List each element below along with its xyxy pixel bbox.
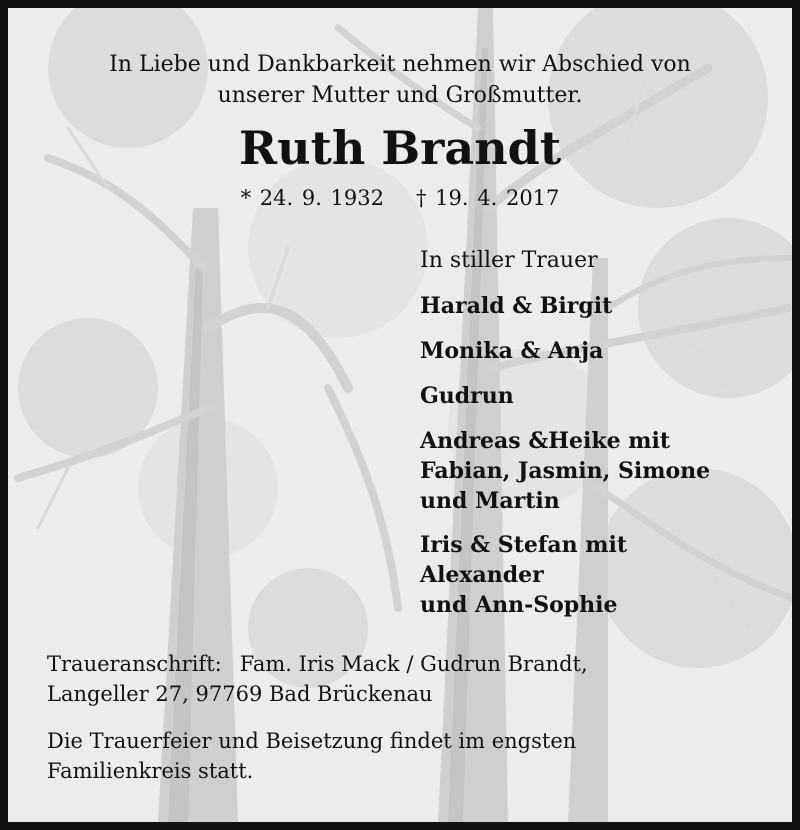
family-line: Fabian, Jasmin, Simone xyxy=(420,458,711,484)
address-line-1: Fam. Iris Mack / Gudrun Brandt, xyxy=(239,652,588,676)
intro-line-2: unserer Mutter und Großmutter. xyxy=(217,83,583,108)
ceremony-line-1: Die Trauerfeier und Beisetzung findet im engsten xyxy=(47,729,577,753)
family-line: Harald & Birgit xyxy=(420,293,613,319)
family-line: Gudrun xyxy=(420,383,514,409)
birth-date: * 24. 9. 1932 xyxy=(240,186,384,210)
family-entry xyxy=(420,291,612,321)
family-entry xyxy=(420,336,603,366)
death-date: † 19. 4. 2017 xyxy=(416,186,560,210)
life-dates xyxy=(8,183,792,213)
ceremony-notice xyxy=(47,726,576,786)
intro-line-1: In Liebe und Dankbarkeit nehmen wir Abschied von xyxy=(109,52,691,77)
ceremony-line-2: Familienkreis statt. xyxy=(47,759,254,783)
family-line: Monika & Anja xyxy=(420,338,604,364)
family-line: Iris & Stefan mit xyxy=(420,532,628,558)
family-entry xyxy=(420,426,710,516)
mourning-address xyxy=(47,649,588,709)
address-line-2: Langeller 27, 97769 Bad Brückenau xyxy=(47,682,433,706)
family-entry xyxy=(420,381,514,411)
family-line: Andreas &Heike mit xyxy=(420,428,671,454)
intro-text xyxy=(8,49,792,111)
family-line: und Ann-Sophie xyxy=(420,592,618,618)
deceased-name: Ruth Brandt xyxy=(238,121,562,175)
mourning-phrase: In stiller Trauer xyxy=(420,248,598,273)
family-line: Alexander xyxy=(420,562,544,588)
family-line: und Martin xyxy=(420,488,560,514)
family-entry xyxy=(420,530,627,620)
address-label: Traueranschrift: xyxy=(47,652,222,676)
